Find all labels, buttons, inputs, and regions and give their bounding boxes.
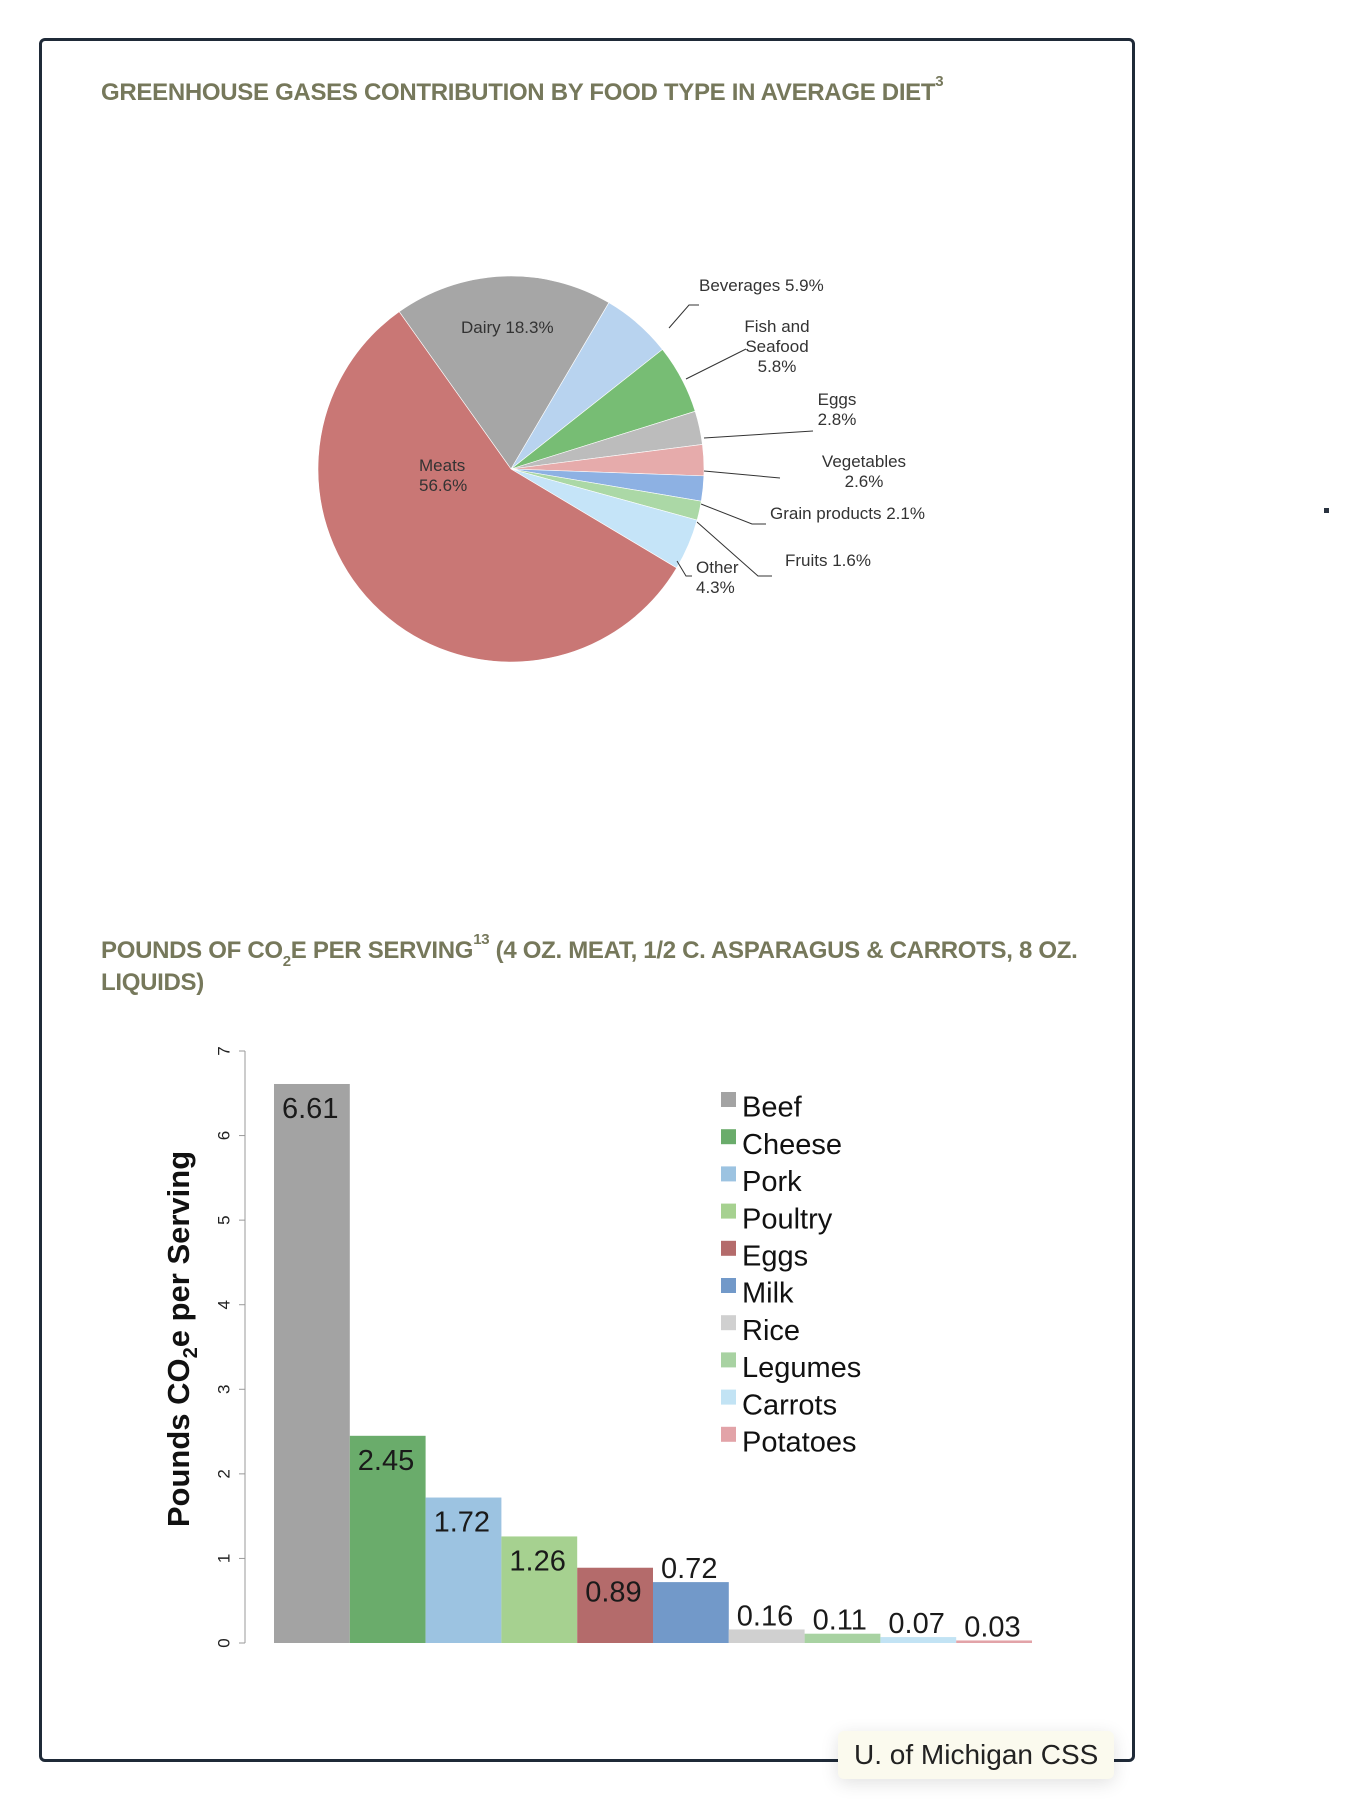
bar-title-part-a: POUNDS OF CO bbox=[101, 937, 283, 964]
y-axis-label-part: e per Serving bbox=[161, 1150, 196, 1348]
bar-value-label: 0.11 bbox=[812, 1604, 867, 1637]
pie-label-line: 4.3% bbox=[696, 578, 735, 597]
y-axis-label-part: Pounds CO bbox=[161, 1358, 196, 1528]
bar-chart bbox=[42, 41, 1132, 1761]
pie-label-line: Fruits 1.6% bbox=[785, 551, 871, 570]
legend-label: Legumes bbox=[742, 1352, 862, 1385]
y-tick-label: 1 bbox=[214, 1553, 234, 1564]
legend-label: Eggs bbox=[742, 1240, 809, 1273]
pie-label-line: 56.6% bbox=[419, 476, 468, 495]
chart-card bbox=[39, 38, 1135, 1770]
y-axis-label bbox=[161, 1151, 202, 1527]
bar bbox=[653, 1582, 729, 1643]
legend-label: Milk bbox=[742, 1277, 794, 1310]
pie-label-line: Seafood bbox=[745, 337, 809, 356]
bar-value-label: 1.26 bbox=[509, 1545, 566, 1578]
stray-dot bbox=[1324, 508, 1329, 513]
legend-swatch bbox=[721, 1241, 736, 1256]
bar-value-label: 0.07 bbox=[888, 1608, 945, 1641]
pie-label-line: Dairy 18.3% bbox=[461, 318, 554, 337]
y-tick-label: 5 bbox=[214, 1215, 234, 1225]
legend-label: Carrots bbox=[742, 1389, 838, 1422]
bar-value-label: 6.61 bbox=[282, 1092, 339, 1125]
legend-swatch bbox=[721, 1092, 736, 1107]
legend-label: Rice bbox=[742, 1314, 801, 1347]
legend-label: Potatoes bbox=[742, 1426, 857, 1459]
bar-title-footnote: 13 bbox=[473, 931, 490, 948]
pie-label-line: 5.8% bbox=[757, 357, 797, 376]
legend-label: Pork bbox=[742, 1166, 802, 1199]
bar-title-part-b: E PER SERVING bbox=[290, 937, 474, 964]
legend-swatch bbox=[721, 1278, 736, 1293]
pie-label-line: Other bbox=[696, 558, 739, 577]
bar-title-part-c: (4 OZ. MEAT, 1/2 C. ASPARAGUS & CARROTS, 8 OZ. LIQUIDS) bbox=[101, 937, 1078, 996]
bar-value-label: 0.03 bbox=[964, 1611, 1021, 1644]
legend-swatch bbox=[721, 1315, 736, 1330]
legend-swatch bbox=[721, 1204, 736, 1219]
bar bbox=[274, 1084, 350, 1643]
pie-label-line: Beverages 5.9% bbox=[699, 276, 824, 295]
pie-label-line: 2.6% bbox=[844, 472, 884, 491]
pie-title-footnote: 3 bbox=[935, 73, 944, 90]
pie-label-line: Meats bbox=[419, 456, 466, 475]
pie-label-line: 2.8% bbox=[817, 410, 857, 429]
legend-label: Beef bbox=[742, 1091, 802, 1124]
y-tick-label: 0 bbox=[214, 1638, 234, 1648]
y-axis-label-subscript: 2 bbox=[180, 1347, 202, 1359]
pie-label-line: Vegetables bbox=[821, 452, 907, 471]
bar-value-label: 2.45 bbox=[357, 1444, 415, 1477]
pie-label-line: Grain products 2.1% bbox=[770, 504, 925, 523]
legend-swatch bbox=[721, 1390, 736, 1405]
legend-swatch bbox=[721, 1352, 736, 1367]
y-tick-label: 4 bbox=[214, 1299, 234, 1310]
y-tick-label: 7 bbox=[214, 1046, 234, 1056]
bar-value-label: 0.89 bbox=[585, 1576, 642, 1609]
legend-swatch bbox=[721, 1129, 736, 1144]
pie-label-line: Fish and bbox=[744, 317, 810, 336]
bar-value-label: 0.72 bbox=[661, 1553, 718, 1586]
y-tick-label: 3 bbox=[214, 1384, 234, 1395]
pie-label-line: Eggs bbox=[817, 390, 857, 409]
legend-label: Poultry bbox=[742, 1203, 833, 1236]
source-credit-badge: U. of Michigan CSS bbox=[838, 1731, 1114, 1779]
y-tick-label: 6 bbox=[214, 1130, 234, 1141]
legend-swatch bbox=[721, 1427, 736, 1442]
bar-value-label: 0.16 bbox=[736, 1600, 794, 1633]
y-tick-label: 2 bbox=[214, 1469, 234, 1479]
bar-title-subscript: 2 bbox=[282, 953, 291, 970]
pie-title-text: GREENHOUSE GASES CONTRIBUTION BY FOOD TYPE IN AVERAGE DIET bbox=[101, 79, 936, 106]
legend-swatch bbox=[721, 1166, 736, 1181]
legend-label: Cheese bbox=[742, 1128, 842, 1161]
bar-value-label: 1.72 bbox=[433, 1506, 491, 1539]
